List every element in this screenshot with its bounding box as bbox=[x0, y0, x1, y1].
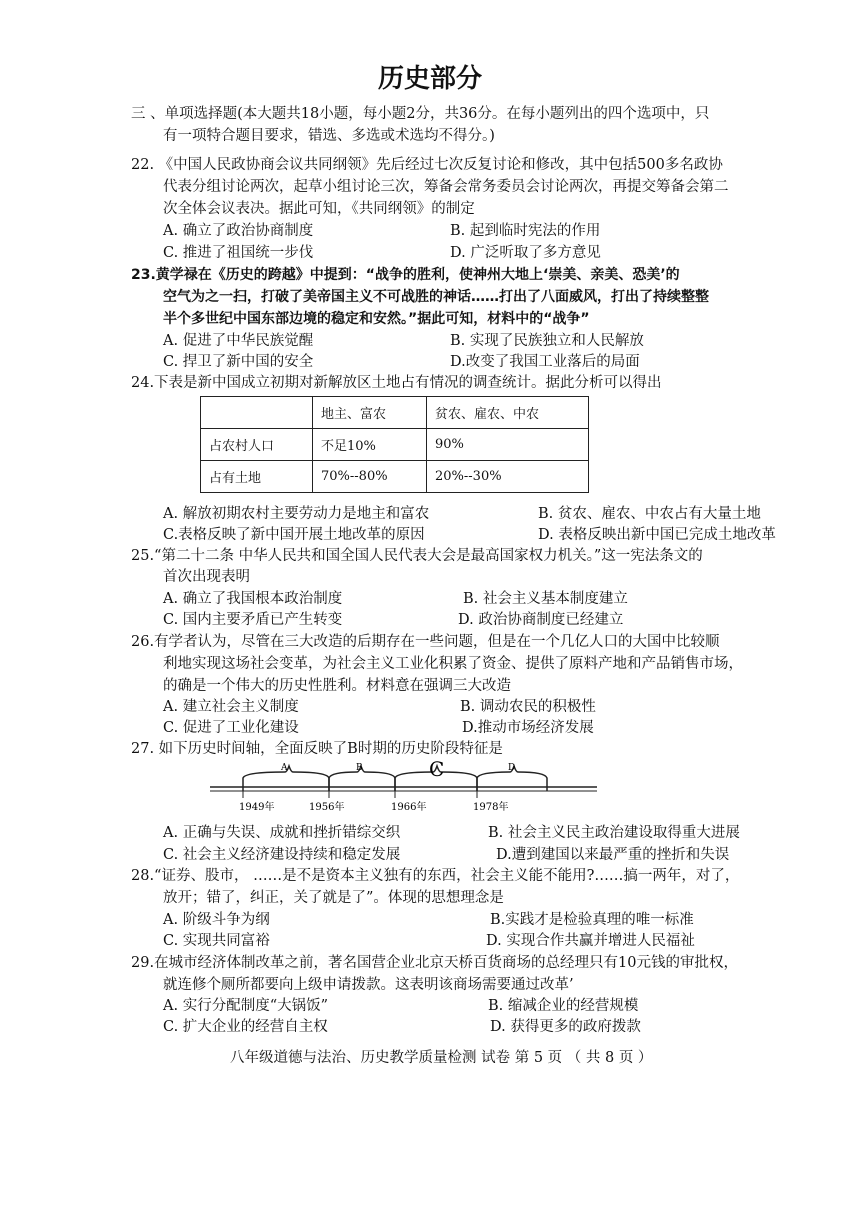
q23-option-a: A. 促进了中华民族觉醒 bbox=[163, 333, 314, 349]
q23-option-d: D.改变了我国工业落后的局面 bbox=[450, 354, 640, 370]
timeline-label-b: B bbox=[356, 763, 363, 773]
q22-line1: 22. 《中国人民政协商会议共同纲领》先后经过七次反复讨论和修改，其中包括500多名政协 bbox=[131, 157, 723, 173]
q24-option-d: D. 表格反映出新中国已完成土地改革 bbox=[538, 527, 776, 543]
q26-option-d: D.推动市场经济发展 bbox=[462, 720, 594, 736]
q29-option-d: D. 获得更多的政府拨款 bbox=[490, 1019, 641, 1035]
q27-option-c: C. 社会主义经济建设持续和稳定发展 bbox=[163, 847, 401, 863]
q29-line1: 29.在城市经济体制改革之前，著名国营企业北京天桥百货商场的总经理只有10元钱的审批权， bbox=[131, 955, 739, 971]
q27-option-a: A. 正确与失误、成就和挫折错综交织 bbox=[163, 825, 401, 841]
q25-option-a: A. 确立了我国根本政治制度 bbox=[163, 591, 343, 607]
timeline-label-d: D bbox=[508, 763, 516, 773]
q28-option-a: A. 阶级斗争为纲 bbox=[163, 912, 270, 928]
q26-line2: 利地实现这场社会变革，为社会主义工业化积累了资金、提供了原料产地和产品销售市场， bbox=[163, 656, 743, 672]
q27-option-b: B. 社会主义民主政治建设取得重大进展 bbox=[488, 825, 740, 841]
q25-line1: 25.“第二十二条 中华人民共和国全国人民代表大会是最高国家权力机关。”这一宪法条文的 bbox=[131, 548, 703, 564]
page-title: 历史部分 bbox=[377, 64, 482, 94]
page-footer: 八年级道德与法治、历史教学质量检测 试卷 第 5 页 （ 共 8 页 ） bbox=[230, 1050, 653, 1066]
table-row bbox=[201, 397, 589, 429]
land-table bbox=[200, 396, 589, 493]
table-cell: 70%--80% bbox=[313, 461, 427, 493]
table-cell: 20%--30% bbox=[427, 461, 589, 493]
q22-option-c: C. 推进了祖国统一步伐 bbox=[163, 245, 314, 261]
q25-option-b: B. 社会主义基本制度建立 bbox=[463, 591, 628, 607]
q28-line1: 28.“证券、股市， ……是不是资本主义独有的东西，社会主义能不能用?……搞一两年，对了， bbox=[131, 868, 740, 884]
q24-option-c: C.表格反映了新中国开展土地改革的原因 bbox=[163, 527, 425, 543]
timeline-label-c: C bbox=[429, 758, 445, 781]
q25-line2: 首次出现表明 bbox=[163, 569, 250, 585]
timeline-year-1956: 1956年 bbox=[309, 802, 345, 813]
q28-option-b: B.实践才是检验真理的唯一标准 bbox=[490, 912, 694, 928]
timeline-label-a: A bbox=[281, 763, 288, 773]
table-cell: 90% bbox=[427, 429, 589, 461]
q22-option-b: B. 起到临时宪法的作用 bbox=[450, 223, 601, 239]
section-heading-line1: 三 、单项选择题(本大题共18小题，每小题2分，共36分。在每小题列出的四个选项中，只 bbox=[131, 106, 710, 122]
q26-line1: 26.有学者认为，尽管在三大改造的后期存在一些问题，但是在一个几亿人口的大国中比较顺 bbox=[131, 634, 720, 650]
q26-option-c: C. 促进了工业化建设 bbox=[163, 720, 299, 736]
q23-option-c: C. 捍卫了新中国的安全 bbox=[163, 354, 314, 370]
section-heading-line2: 有一项特合题目要求，错选、多选或术选均不得分。) bbox=[163, 128, 495, 144]
q25-option-c: C. 国内主要矛盾已产生转变 bbox=[163, 612, 343, 628]
q29-line2: 就连修个厕所都要向上级申请拨款。这表明该商场需要通过改革’ bbox=[163, 977, 574, 993]
table-cell: 地主、富农 bbox=[313, 397, 427, 429]
q27-line1: 27. 如下历史时间轴，全面反映了B时期的历史阶段特征是 bbox=[131, 741, 503, 757]
q22-line3: 次全体会议表决。据此可知，《共同纲领》的制定 bbox=[163, 201, 475, 217]
timeline-year-1966: 1966年 bbox=[391, 802, 427, 813]
table-cell: 贫农、雇农、中农 bbox=[427, 397, 589, 429]
q25-option-d: D. 政治协商制度已经建立 bbox=[458, 612, 624, 628]
table-row bbox=[201, 461, 589, 493]
table-cell: 占农村人口 bbox=[201, 429, 313, 461]
q22-option-d: D. 广泛听取了多方意见 bbox=[450, 245, 601, 261]
q29-option-a: A. 实行分配制度“大锅饭” bbox=[163, 998, 329, 1014]
q23-line2: 空气为之一扫，打破了美帝国主义不可战胜的神话……打出了八面威风，打出了持续整整 bbox=[163, 289, 709, 305]
q26-option-b: B. 调动农民的积极性 bbox=[460, 699, 596, 715]
q23-line3: 半个多世纪中国东部边境的稳定和安然。”据此可知，材料中的“战争” bbox=[163, 311, 590, 327]
timeline-year-1949: 1949年 bbox=[239, 802, 275, 813]
timeline-year-1978: 1978年 bbox=[473, 802, 509, 813]
table-cell bbox=[201, 397, 313, 429]
q28-option-d: D. 实现合作共赢并增进人民福祉 bbox=[486, 933, 695, 949]
q24-line1: 24.下表是新中国成立初期对新解放区土地占有情况的调查统计。据此分析可以得出 bbox=[131, 375, 662, 391]
q24-option-b: B. 贫农、雇农、中农占有大量土地 bbox=[538, 506, 761, 522]
q22-line2: 代表分组讨论两次，起草小组讨论三次，筹备会常务委员会讨论两次，再提交筹备会第二 bbox=[163, 179, 729, 195]
q29-option-c: C. 扩大企业的经营自主权 bbox=[163, 1019, 328, 1035]
table-cell: 占有土地 bbox=[201, 461, 313, 493]
q27-option-d: D.遭到建国以来最严重的挫折和失误 bbox=[496, 847, 730, 863]
q23-line1: 23.黄学禄在《历史的跨越》中提到：“战争的胜利，使神州大地上‘崇美、亲美、恐美’的 bbox=[131, 267, 680, 283]
table-cell: 不足10% bbox=[313, 429, 427, 461]
q26-line3: 的确是一个伟大的历史性胜利。材料意在强调三大改造 bbox=[163, 678, 511, 694]
q24-option-a: A. 解放初期农村主要劳动力是地主和富农 bbox=[163, 506, 430, 522]
q28-line2: 放开；错了，纠正，关了就是了”。体现的思想理念是 bbox=[163, 890, 504, 906]
table-row bbox=[201, 429, 589, 461]
history-timeline bbox=[205, 758, 605, 818]
q26-option-a: A. 建立社会主义制度 bbox=[163, 699, 299, 715]
q29-option-b: B. 缩减企业的经营规模 bbox=[488, 998, 639, 1014]
q28-option-c: C. 实现共同富裕 bbox=[163, 933, 270, 949]
q23-option-b: B. 实现了民族独立和人民解放 bbox=[450, 333, 644, 349]
q22-option-a: A. 确立了政治协商制度 bbox=[163, 223, 314, 239]
